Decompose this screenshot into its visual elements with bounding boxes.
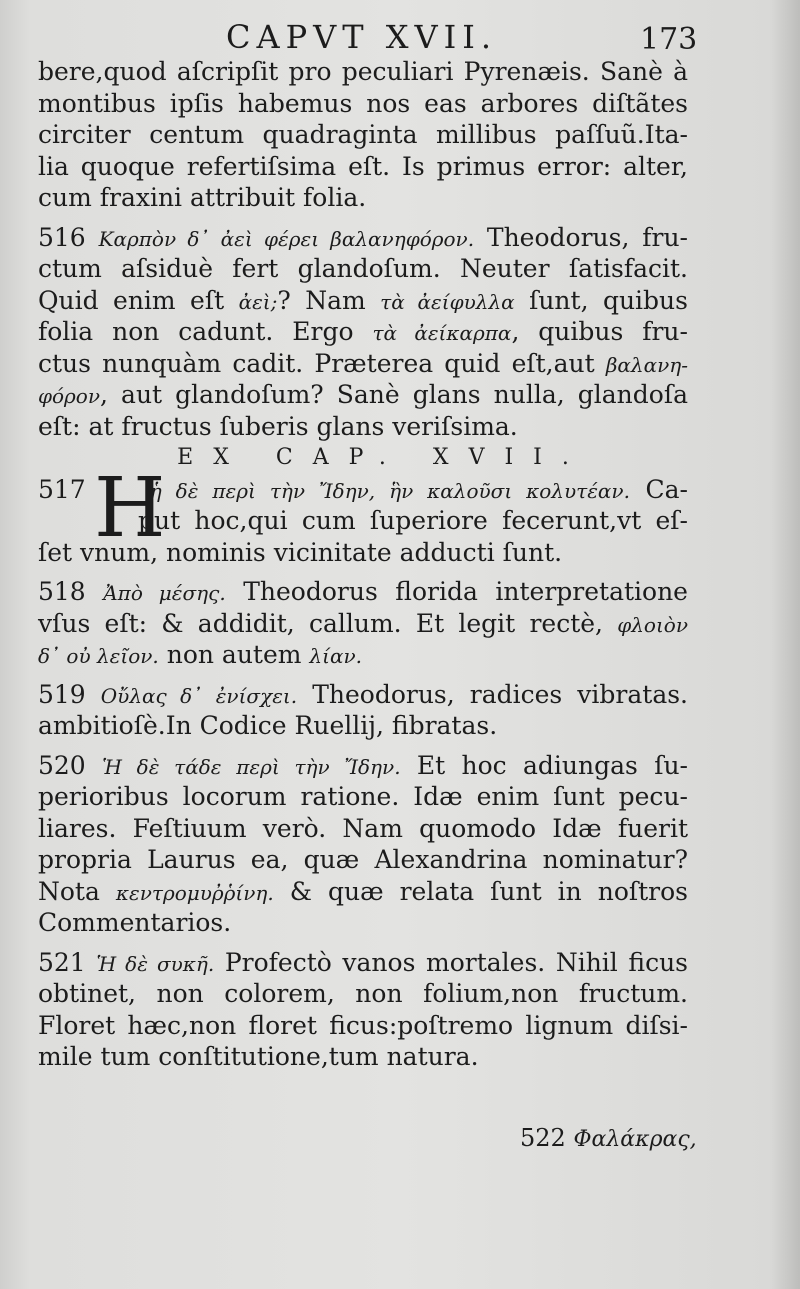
- text-line: obtinet, non colorem, non folium,non fructum.: [38, 979, 688, 1008]
- text-line: circiter centum quadraginta millibus paſſuũ.Ita-: [38, 120, 688, 149]
- text-line: 516 Καρπὸν δ᾽ ἀεὶ φέρει βαλανηφόρον. Theodorus, fru-: [38, 222, 688, 252]
- text-line: 518 Ἀπὸ μέσης. Theodorus florida interpretatione: [38, 577, 688, 606]
- text-line: ambitioſè.In Codice Ruellij, fibratas.: [38, 711, 498, 740]
- note-number: 516: [38, 222, 86, 252]
- text-line: 517 ἡ δὲ περὶ τὴν Ἴδην, ἣν καλοῦσι κολυτέαν. Ca-: [38, 474, 688, 504]
- catchword: [520, 1124, 697, 1152]
- text-line: ctum aſsiduè fert glandoſum. Neuter ſatisfacit.: [38, 254, 688, 283]
- text-line: perioribus locorum ratione. Idæ enim ſunt pecu-: [38, 782, 688, 811]
- catchword-number: 522: [520, 1124, 566, 1152]
- text-line: cum fraxini attribuit folia.: [38, 183, 367, 212]
- page-number: 173: [640, 22, 698, 57]
- body-text: [38, 56, 688, 1073]
- text-line: ctus nunquàm cadit. Præterea quid eſt,aut βαλανη-: [38, 348, 688, 378]
- note-521: [38, 947, 688, 1073]
- text-line: mile tum conſtitutione,tum natura.: [38, 1042, 479, 1071]
- text-line: put hoc,qui cum ſuperiore fecerunt,vt eſ-: [138, 506, 688, 535]
- text-line: lia quoque refertiſsima eſt. Is primus error: alter,: [38, 151, 688, 181]
- text-line: δ᾽ οὐ λεῖον. non autem λίαν.: [38, 640, 362, 669]
- greek-word: βαλανη-: [605, 352, 688, 377]
- greek-word: δ᾽ οὐ λεῖον.: [38, 644, 159, 668]
- greek-word: τὰ ἀείφυλλα: [380, 289, 515, 314]
- text-line: Nota κεντρομυῤῥίνη. & quæ relata ſunt in noſtros: [38, 876, 689, 906]
- note-516: [38, 222, 688, 443]
- text-line: eſt: at fructus ſuberis glans veriſsima.: [38, 411, 518, 441]
- greek-word: φλοιὸν: [617, 612, 688, 637]
- text-line: 521 Ἡ δὲ συκῆ. Profectò vanos mortales. Nihil ficus: [38, 947, 688, 977]
- note-number: 520: [38, 750, 86, 780]
- text-line: vſus eſt: & addidit, callum. Et legit rectè, φλοιὸν: [38, 608, 688, 638]
- note-number: 521: [38, 947, 86, 977]
- text-line: Commentarios.: [38, 908, 232, 937]
- greek-lemma: Οὔλας δ᾽ ἐνίσχει.: [100, 683, 298, 708]
- greek-word: κεντρομυῤῥίνη.: [115, 880, 274, 905]
- text-line: 520 Ἡ δὲ τάδε περὶ τὴν Ἴδην. Et hoc adiungas ſu-: [38, 750, 688, 780]
- text-line: propria Laurus ea, quæ Alexandrina nominatur?: [38, 845, 688, 874]
- note-520: [38, 750, 688, 939]
- text-line: montibus ipſis habemus nos eas arbores diſtãtes: [38, 88, 688, 118]
- running-title: CAPVT XVII.: [226, 18, 498, 56]
- note-517: [38, 460, 688, 569]
- greek-lemma: Ἀπὸ μέσης.: [103, 581, 226, 605]
- paragraph-intro: [38, 56, 688, 214]
- greek-lemma: ἡ δὲ περὶ τὴν Ἴδην, ἣν καλοῦσι κολυτέαν.: [149, 478, 630, 503]
- text-line: ſet vnum, nominis vicinitate adducti ſunt.: [38, 537, 563, 567]
- page-header: [0, 14, 800, 57]
- text-line: folia non cadunt. Ergo τὰ ἀείκαρπα, quibus fru-: [38, 317, 688, 346]
- note-518: [38, 576, 688, 671]
- section-heading: EX CAP. XVII.: [177, 445, 589, 470]
- text-line: Quid enim eſt ἀεὶ;? Nam τὰ ἀείφυλλα ſunt, quibus: [38, 285, 688, 315]
- drop-cap: H: [94, 460, 166, 556]
- catchword-greek: Φαλάκρας,: [573, 1127, 697, 1152]
- note-number: 518: [38, 577, 86, 606]
- text-line: Floret hæc,non floret ficus:poſtremo lignum diſsi-: [38, 1010, 688, 1040]
- note-number: 519: [38, 679, 86, 709]
- text-line: 519 Οὔλας δ᾽ ἐνίσχει. Theodorus, radices vibratas.: [38, 679, 688, 709]
- text-line: liares. Feſtiuum verò. Nam quomodo Idæ fuerit: [38, 813, 688, 843]
- greek-word: τὰ ἀείκαρπα: [372, 321, 512, 345]
- greek-word: ἀεὶ;: [238, 289, 278, 314]
- note-519: [38, 679, 688, 742]
- greek-lemma: Καρπὸν δ᾽ ἀεὶ φέρει βαλανηφόρον.: [98, 226, 475, 251]
- greek-word: φόρον: [38, 384, 101, 408]
- text-line: φόρον, aut glandoſum? Sanè glans nulla, glandoſa: [38, 380, 688, 409]
- greek-word: λίαν.: [309, 644, 362, 668]
- greek-lemma: Ἡ δὲ τάδε περὶ τὴν Ἴδην.: [102, 754, 401, 779]
- note-number: 517: [38, 474, 86, 504]
- text-line: bere,quod aſcripſit pro peculiari Pyrenæis. Sanè à: [38, 57, 688, 86]
- greek-lemma: Ἡ δὲ συκῆ.: [96, 951, 215, 976]
